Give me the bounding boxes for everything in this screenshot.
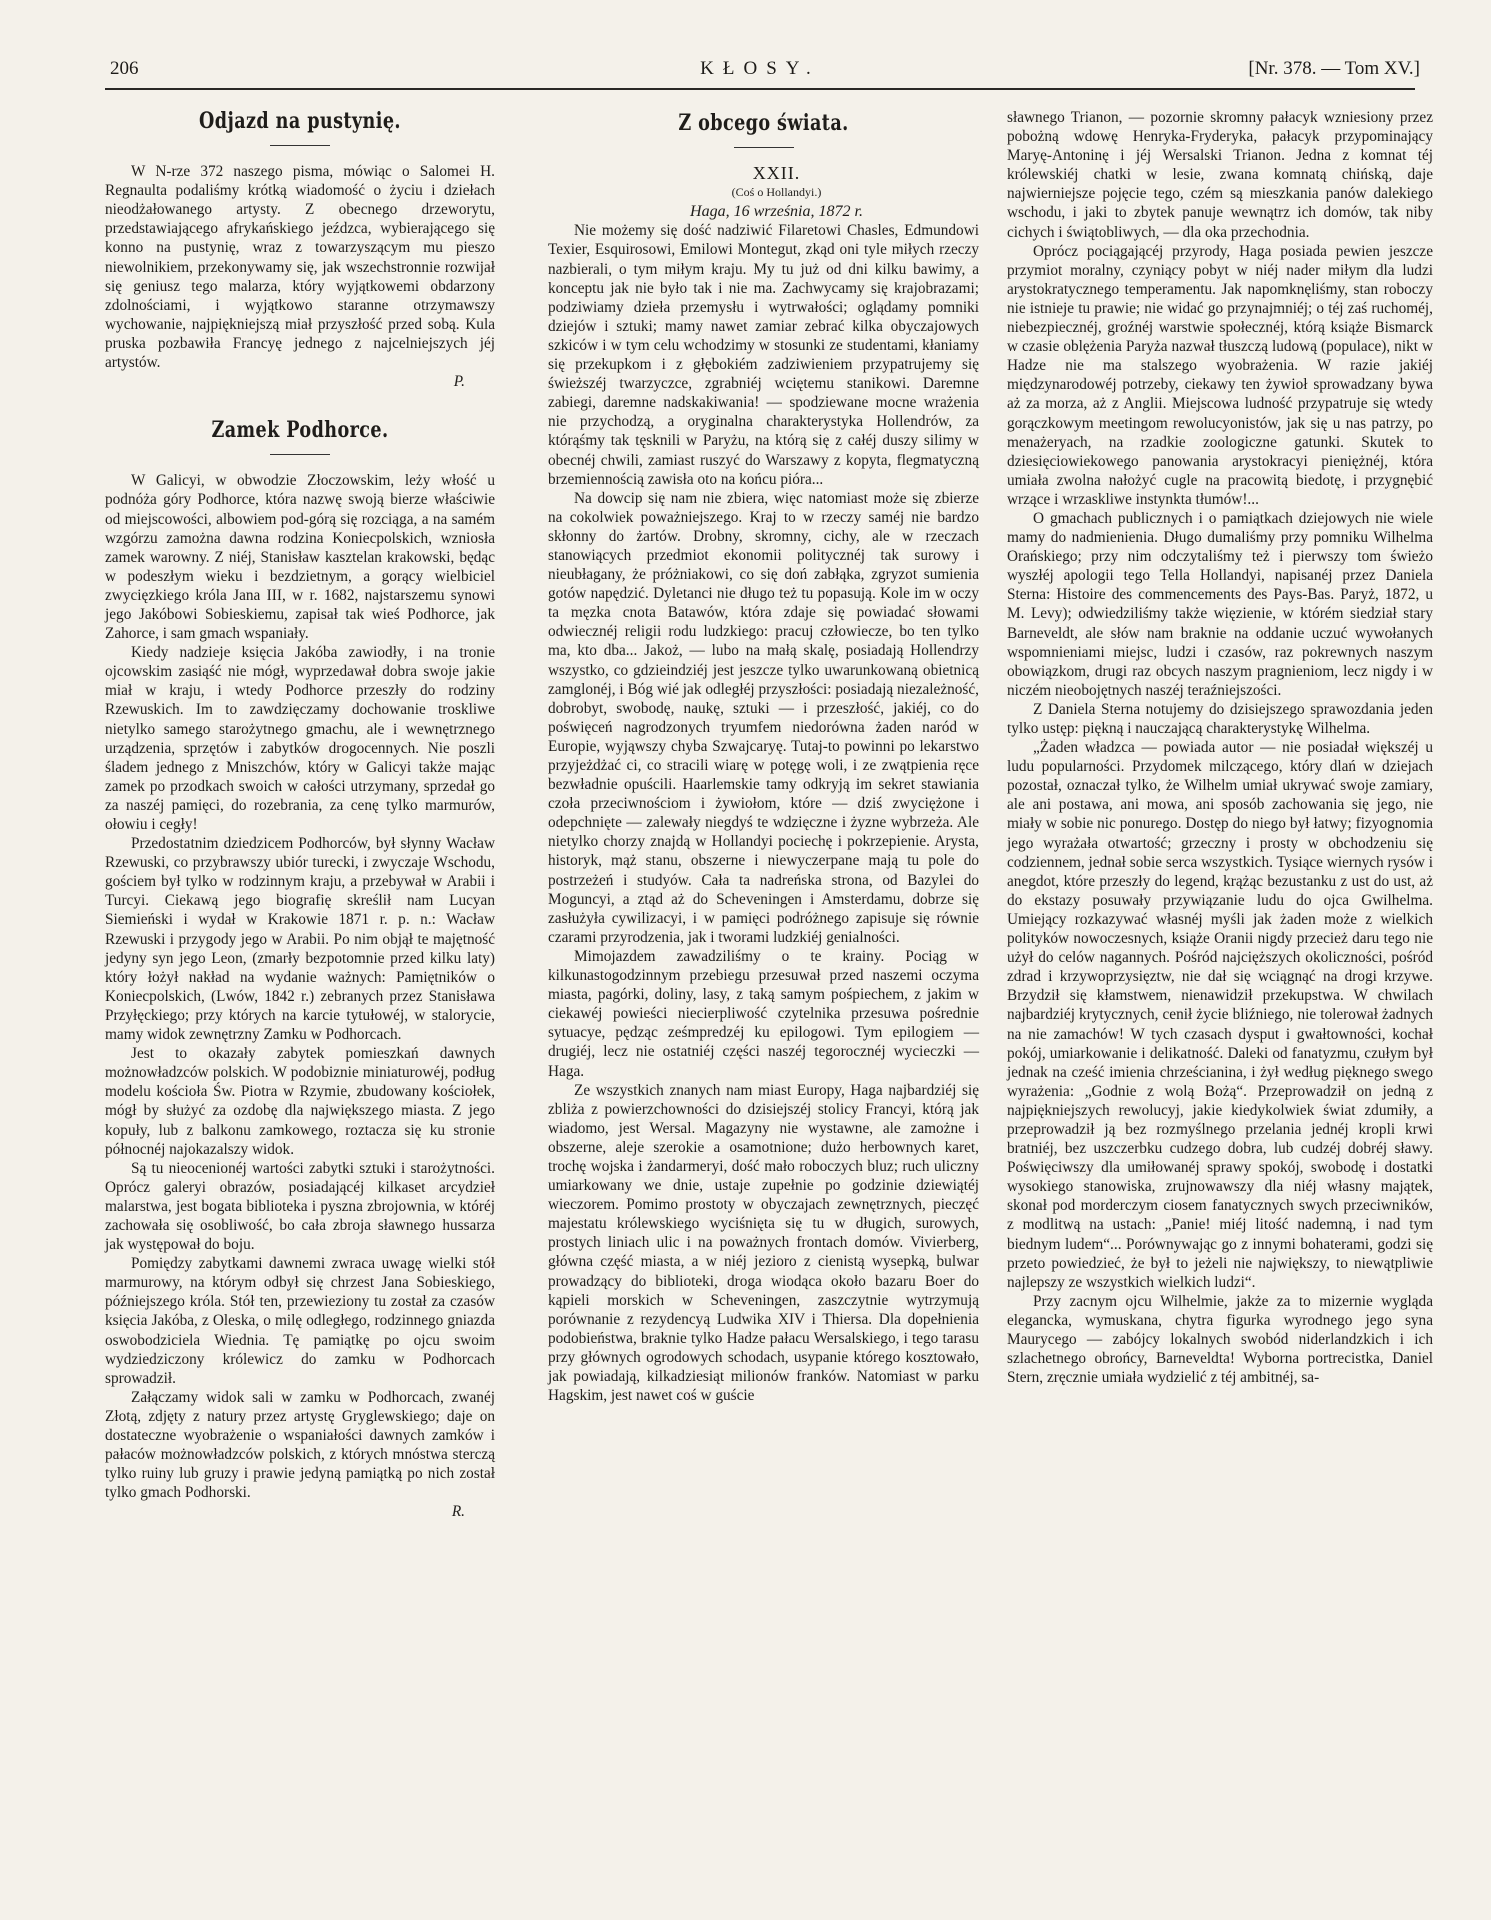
issue-number: [Nr. 378. — Tom XV.]	[1248, 58, 1420, 79]
paragraph: W Galicyi, w obwodzie Złoczowskim, leży włość u podnóża góry Podhorce, która nazwę swoją bierze właściwie od miejscowości, albowiem pod-górą się rozciąga, a na samém wzgórzu zamożna dawna rodzina Koniecpolskich, wzniosła zamek warowny. Z niéj, Stanisław kasztelan krakowski, będąc w podeszłym wieku i bezdzietnym, a gorący wielbiciel zwycięzkiego króla Jana III, w r. 1682, najstarszemu synowi jego Jakóbowi Sobieskiemu, zapisał tak wieś Podhorce, jak Zahorce, i sam gmach wspaniały.	[105, 472, 495, 643]
article-title-podhorce: Zamek Podhorce.	[211, 417, 389, 444]
paragraph: Na dowcip się nam nie zbiera, więc natomiast może się zbierze na cokolwiek poważniejszego. Kraj to w rzeczy saméj nie bardzo skłonny do żartów. Drobny, skromny, cichy, ale w rzeczach stanowiących przedmiot ekonomii politycznéj tak surowy i nieubłagany, że próżniakowi, co się doń zabłąka, zgryzot sumienia gotów napędzić. Dyletanci nie długo też tu popasują. Kole im w oczy ta męzka cnota Batawów, która zdaje się powiadać słowami odwiecznéj religii rodu ludzkiego: pracuj człowiecze, bo ten tylko ma, kto dba... Jakoż, — lubo na małą skalę, posiadają Hollendrzy wszystko, co gdzieindziéj jest jeszcze tylko uwarunkowaną obietnicą zamglonéj, i Bóg wié jak odległéj przyszłości: posiadają niezależność, dobrobyt, swobodę, naukę, sztuki — i przeszłość, jakiéj, co do poświęceń nagrodzonych tryumfem niedorówna żaden naród w Europie, wyjąwszy chyba Szwajcaryę. Tutaj-to powinni po lekarstwo przyjeżdżać ci, co stracili wiarę w potęgę woli, i ze zwątpienia ręce bezwładnie opuścili. Haarlemskie tamy odkryją im sekret stawiania czoła przeciwnościom i żywiołom, które — dziś zwyciężone i odepchnięte — zalewały niegdyś te wdzięczne i żyzne wybrzeża. Ale nietylko chorzy znajdą w Hollandyi pociechę i pokrzepienie. Arysta, historyk, mąż stanu, obszerne i niewyczerpane mają tu pole do postrzeżeń i studyów. Cała ta nadreńska strona, od Bazylei do Moguncyi, a ztąd aż do Scheveningen i Amsterdamu, dobrze się zasłużyła cywilizacyi, i w pamięci podróżnego zapisuje się równie czarami przyrodzenia, jak i tworami ludzkiéj genialności.	[548, 489, 979, 946]
paragraph: Pomiędzy zabytkami dawnemi zwraca uwagę wielki stół marmurowy, na którym odbył się chrzest Jana Sobieskiego, późniejszego króla. Stół ten, przewieziony tu został za czasów księcia Jakóba, z Oleska, o milę odległego, rodzinnego gniazda oswobodziciela Wiednia. Tę pamiątkę po ojcu swoim wydziedziczony królewicz do zamku w Podhorcach sprowadził.	[105, 1255, 495, 1387]
article-body-odjazd: W N-rze 372 naszego pisma, mówiąc o Salomei H. Regnaulta podaliśmy krótką wiadomość o życiu i dziełach nieodżałowanego artysty. Z obecnego drzeworytu, przedstawiającego afrykańskiego jeźdzca, wybierającego się konno na pustynię, wraz z towarzyszącym mu pieszo niewolnikiem, przekonywamy się, jak wszechstronnie rozwijał się geniusz tego malarza, który wyjątkowemi obdarzony zdolnościami, i wyjątkowo staranne otrzymawszy wychowanie, najpiękniejszą miał przyszłość przed sobą. Kula pruska pozbawiła Francyę jednego z najcelniejszych jéj artystów.	[105, 163, 495, 372]
column-right	[1007, 108, 1433, 1387]
journal-title: KŁOSY.	[700, 58, 820, 79]
column-middle	[548, 108, 979, 1405]
paragraph: Jest to okazały zabytek pomieszkań dawnych możnowładzców polskich. W podobiznie miniaturowéj, podług modelu kościoła Św. Piotra w Rzymie, zbudowany kościołek, mógł by służyć za ozdobę dla największego miasta. Z jego kopuły, lub z balkonu zamkowego, roztacza się ku stronie północnéj najokazalszy widok.	[105, 1045, 495, 1158]
header-rule	[105, 88, 1415, 90]
running-header	[100, 58, 1420, 88]
page-number: 206	[110, 58, 139, 79]
signature-r: R.	[451, 1503, 465, 1521]
paragraph: Przy zacnym ojcu Wilhelmie, jakże za to mizernie wygląda elegancka, wymuskana, chytra figurka wyrodnego jego syna Maurycego — zabójcy lokalnych swobód niderlandzkich i ich szlachetnego obrońcy, Barneveldta! Wyborna portrecistka, Daniel Stern, zręcznie umiała wydzielić z téj ambitnéj, sa-	[1007, 1292, 1433, 1387]
paragraph: Kiedy nadzieje księcia Jakóba zawiodły, i na tronie ojcowskim zasiąść nie mógł, wyprzedawał dobra swoje jakie miał w kraju, i wtedy Podhorce przeszły do rodziny Rzewuskich. Im to zawdzięczamy dochowanie troskliwe nietylko samego starożytnego gmachu, ale i wewnętrznego urządzenia, sprzętów i zabytków drogocennych. Nie poszli śladem jednego z Mniszchów, który w Galicyi także mając zamek po przodkach swoich w całości utrzymany, sprzedał go za naszéj pamięci, do rozebrania, za cenę tylko marmurów, ołowiu i cegły!	[105, 644, 495, 833]
title-separator	[734, 147, 794, 148]
paragraph: Z Daniela Sterna notujemy do dzisiejszego sprawozdania jeden tylko ustęp: piękną i nauczającą charakterystykę Wilhelma.	[1007, 700, 1433, 737]
column-left	[105, 108, 495, 1521]
paragraph: „Żaden władzca — powiada autor — nie posiadał większéj u ludu popularności. Przydomek milczącego, który dlań w dziejach pozostał, oznaczał tylko, że Wilhelm umiał ukrywać swoje zamiary, ale ani postawa, ani mowa, ani sposób zachowania się jego, nie miały w sobie nic ponurego. Dostęp do niego był łatwy; fizyognomia jego wyrażała otwartość; grzeczny i prosty w obchodzeniu się codziennem, jednał sobie serca wszystkich. Tysiące wiernych rysów i anegdot, które przeszły do legend, krążąc bezustanku z ust do ust, aż do ekstazy posuwały przywiązanie ludu do ojca Gwilhelma. Umiejący rozkazywać własnéj myśli jak żaden może z wielkich polityków nowoczesnych, książe Oranii nigdy przecież daru tego nie użył do celów nagannych. Pośród najcięższych okoliczności, pośród zdrad i krzywoprzysięztw, nie dał się wciągnąć na drogi krzywe. Brzydził się kłamstwem, nienawidził przekupstwa. W chwilach najbardziéj krytycznych, cenił życie bliźniego, nie tolerował żadnych na nie zamachów! W tych czasach dysput i gwałtowności, kochał pokój, umiarkowanie i delikatność. Daleki od fanatyzmu, czułym był jednak na cześć imienia chrześcianina, i żył według pięknego swego wyrażenia: „Godnie z wolą Bożą“. Przeprowadził on jedną z najpiękniejszych rewolucyj, jakie kiedykolwiek świat zdumiły, a przeprowadził ją bez rozmyślnego przelania jednéj kropli krwi bratniéj, bez uszczerbku cudzego dobra, lub cudzéj dobréj sławy. Poświęciwszy dla umiłowanéj sprawy spokój, swobodę i dostatki wysokiego stanowiska, zrujnowawszy dla niéj własny majątek, skonał pod morderczym ciosem fanatycznych swych przeciwników, z modlitwą na ustach: „Panie! miéj litość nademną, i nad tym biednym ludem“... Porównywając go z innymi bohaterami, godzi się przeto powiedzieć, że był to jeżeli nie największy, to niewątpliwie najlepszy ze wszystkich wielkich ludzi“.	[1007, 739, 1433, 1291]
article-subtitle: (Coś o Hollandyi.)	[731, 185, 822, 200]
paragraph: Nie możemy się dość nadziwić Filaretowi Chasles, Edmundowi Texier, Esquirosowi, Emilowi Montegut, zkąd oni tyle miłych rzeczy nazbierali, o tym miłym kraju. My tu już od dni kilku bawimy, a konceptu jak nie było tak i nie ma. Zachwycamy się krajobrazami; podziwiamy dzieła przemysłu i wytrwałości; oglądamy pomniki dziejów i sztuki; mamy nawet zamiar zebrać kilka obyczajowych szkiców i w tym celu wchodzimy w stosunki ze studentami, kłaniamy się przekupkom i z głębokiém zadziwieniem przypatrujemy się świeższéj twarzyczce, zgrabniéj wciętemu stanikowi. Daremne zabiegi, daremne nadskakiwania! — spodziewane mocne wrażenia nie przychodzą, a oryginalna charakterystyka Hollendrów, za którąśmy tak tęsknili w Paryżu, na którą się z całéj duszy silimy w obecnéj chwili, zamiast ruszyć do Warszawy z kopyta, flegmatyczną brzemiennością zawisła oto na końcu pióra...	[548, 222, 979, 488]
title-separator	[270, 454, 330, 455]
paragraph: sławnego Trianon, — pozornie skromny pałacyk wzniesiony przez pobożną wdowę Henryka-Fryderyka, pałacyk przypominający Maryę-Antoninę i jéj Wersalski Trianon. Jedna z komnat téj królewskiéj chatki w lesie, zwana komnatą chińską, daje najwierniejsze pojęcie tego, czém są mieszkania panów dalekiego wschodu, i jaki to zbytek panuje wewnątrz ich domów, tak niby cichych i świątobliwych, — dla oka przechodnia.	[1007, 109, 1433, 241]
paragraph: Oprócz pociągającéj przyrody, Haga posiada pewien jeszcze przymiot moralny, czyniący pobyt w niéj nader miłym dla ludzi arystokratycznego temperamentu. Jak napomknęliśmy, stan roboczy nie istnieje tu prawie; nie widać go przynajmniéj; o téj zaś ruchoméj, niebezpiecznéj, groźnéj warstwie społecznéj, którą książe Bismarck w czasie oblężenia Paryża nazwał tłuszczą ludową (populace), nikt w Hadze nie ma stalszego wyobrażenia. W razie jakiéj międzynarodowéj potrzeby, ciekawy ten żywioł sprowadzany bywa aż za morza, aż z Anglii. Miejscowa ludność przypatruje się wtedy gorączkowym meetingom rewolucyonistów, jak się u nas patrzy, po menażeryach, na rzadkie zoologiczne gatunki. Skutek to dziesięciowiekowego panowania arystokracyi pieniężnéj, która umiała zwolna nałożyć cugle na pracowitą biedotę, i przygnębić wrzące i wrzaskliwe instynkta tłumów!...	[1007, 242, 1433, 508]
article-dateline: Haga, 16 września, 1872 r.	[690, 203, 863, 221]
paragraph: Przedostatnim dziedzicem Podhorców, był słynny Wacław Rzewuski, co przybrawszy ubiór turecki, i zwyczaje Wschodu, gościem był tylko w rodzinnym kraju, a przebywał w Arabii i Turcyi. Ciekawą jego biografię skreślił nam Lucyan Siemieński i wydał w Krakowie 1871 r. p. n.: Wacław Rzewuski i przygody jego w Arabii. Po nim objął te majętność jedyny syn jego Leon, (zmarły bezpotomnie przed kilku laty) który łożył nakład na wydanie ważnych: Pamiętników o Koniecpolskich, (Lwów, 1842 r.) zebranych przez Stanisława Przyłęckiego; przy których na karcie tytułowéj, w staloryciе, mamy widok zewnętrzny Zamku w Podhorcach.	[105, 835, 495, 1044]
paragraph: Ze wszystkich znanych nam miast Europy, Haga najbardziéj się zbliża z powierzchowności do dzisiejszéj stolicy Francyi, którą jak wiadomo, jest Wersal. Magazyny nie wystawne, ale zamożne i obszerne, aleje szerokie a osamotnione; dużo herbownych karet, trochę wojska i żandarmeryi, dość mało roboczych bluz; ruch uliczny umiarkowany we dnie, ustaje zupełnie po godzinie dziewiątéj wieczorem. Pomimo prostoty w obyczajach zewnętrznych, pieczęć majestatu królewskiego wyciśnięta się tu w długich, surowych, prostych liniach ulic i na poważnych frontach domów. Vivierberg, główna część miasta, a w niéj jezioro z cienistą wysepką, bulwar prowadzący do biblioteki, droga wiodąca około bazaru Boer do kąpieli morskich w Scheveningen, zaszczytnie wytrzymują porównanie z rezydencyą Ludwika XIV i Thiersa. Dla dopełnienia podobieństwa, braknie tylko Hadze pałacu Wersalskiego, i tego tarasu przy głównych ogrodowych schodach, usypanie którego kosztowało, jak powiadają, kilkadziesiąt milionów franków. Natomiast w parku Hagskim, jest nawet coś w guście	[548, 1081, 979, 1405]
paragraph: Załączamy widok sali w zamku w Podhorcach, zwanéj Złotą, zdjęty z natury przez artystę Gryglewskiego; daje on dostateczne wyobrażenie o wspaniałości dawnych zamków i pałaców możnowładzców polskich, z których mnóstwa sterczą tylko ruiny lub gruzy i prawie jedyną pamiątką po nich został tylko gmach Podhorski.	[105, 1388, 495, 1502]
paragraph: Mimojazdem zawadziliśmy o te krainy. Pociąg w kilkunastogodzinnym przebiegu przesuwał przed naszemi oczyma miasta, pagórki, doliny, lasy, z taką samym pośpiechem, z jakim w ciekawéj powieści niecierpliwość czytelnika przesuwa pośrednie sytuacye, pędząc ześmpredzéj ku epilogowi. Tym epilogiem — drugiéj, lecz nie ostatniéj części naszéj tegorocznéj wycieczki — Haga.	[548, 947, 979, 1080]
paragraph: Są tu nieocenionéj wartości zabytki sztuki i starożytności. Oprócz galeryi obrazów, posiadającéj kilkaset arcydzieł malarstwa, jest bogata biblioteka i pyszna zbrojownia, w któréj zachowała się osobliwość, bo cała zbroja sławnego hussarza jak występował do boju.	[105, 1159, 495, 1254]
article-title-obcego-swiata: Z obcego świata.	[678, 110, 849, 136]
signature-p: P.	[453, 373, 465, 391]
paragraph: O gmachach publicznych i o pamiątkach dziejowych nie wiele mamy do nadmienienia. Długo dumaliśmy przy pomniku Wilhelma Orańskiego; przy nim odczytaliśmy też i pierwszy tom świeżo wyszłéj apologii tego Tella Hollandyi, napisanéj przez Daniela Sterna: Histoire des commencements des Pays-Bas. Paryż, 1872, u M. Levy); odwiedziliśmy także więzienie, w którém siedział stary Barneveldt, ale słów nam braknie na oddanie uczuć wywołanych wspomnieniami miejsc, ludzi i czasów, raz pokrewnych naszym obowiązkom, drugi raz obcych naszym pragnieniom, lecz nigdy i w niczém nieobojętnych naszéj teraźniejszości.	[1007, 509, 1433, 699]
article-title-odjazd: Odjazd na pustynię.	[199, 108, 401, 134]
article-roman-numeral: XXII.	[752, 163, 801, 184]
title-separator	[270, 145, 330, 146]
